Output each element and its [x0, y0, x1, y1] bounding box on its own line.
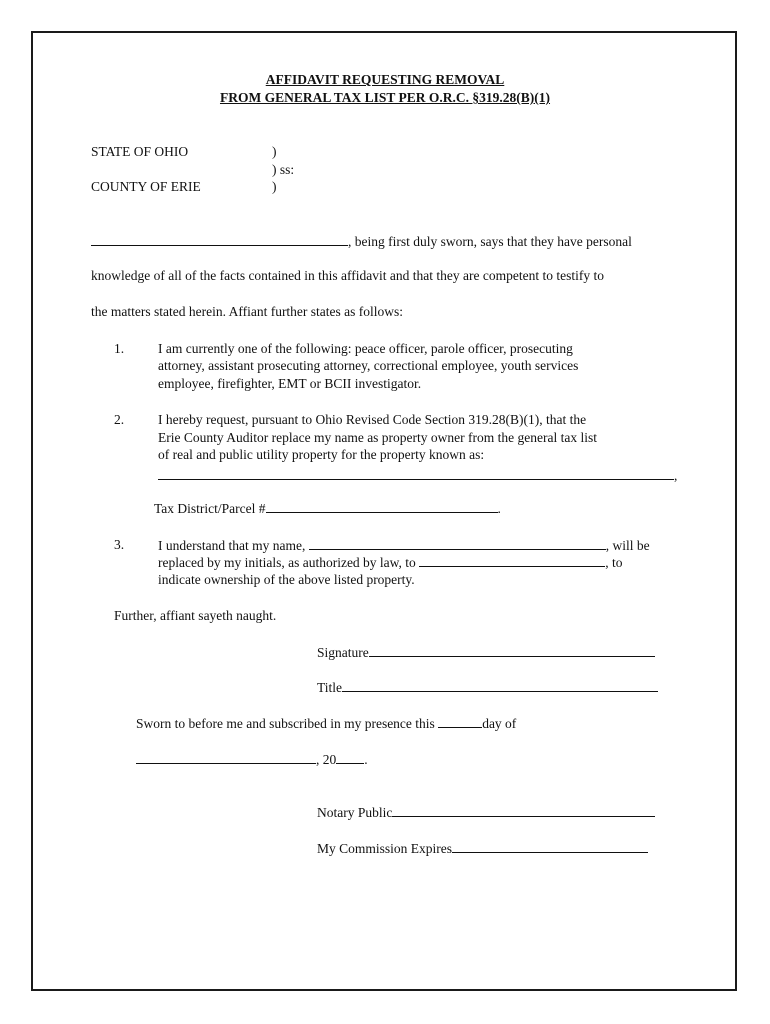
signature-field[interactable] [369, 643, 655, 657]
intro-line2: knowledge of all of the facts contained in this affidavit and that they are competent to testify to [91, 268, 604, 283]
venue-paren-bottom: ) [272, 179, 277, 194]
year-suffix: . [364, 752, 368, 767]
date-line [136, 750, 368, 769]
item-2-line2: Erie County Auditor replace my name as property owner from the general tax list [158, 430, 597, 445]
item-2-line3: of real and public utility property for the property known as: [158, 447, 485, 462]
item-1-line2: attorney, assistant prosecuting attorney, correctional employee, youth services [158, 358, 579, 373]
signature-line [317, 643, 655, 662]
notary-field[interactable] [392, 803, 655, 817]
item-3-line1-end: , will be [605, 538, 650, 553]
property-address-comma: , [674, 468, 678, 483]
parcel-number-field[interactable] [266, 499, 498, 513]
sworn-line [136, 714, 516, 733]
intro-line1-text: , being first duly sworn, says that they have personal [348, 234, 632, 249]
intro-line1 [91, 232, 632, 251]
item-1-line3: employee, firefighter, EMT or BCII investigator. [158, 376, 422, 391]
month-field[interactable] [136, 750, 316, 764]
notary-line [317, 803, 655, 822]
affiant-name-field-2[interactable] [309, 536, 606, 550]
item-3-line3: indicate ownership of the above listed property. [158, 572, 415, 587]
parcel-line [154, 499, 501, 518]
commission-label: My Commission Expires [317, 841, 453, 856]
title-label: Title [317, 680, 343, 695]
title-line [317, 678, 658, 697]
item-3-line2-start: replaced by my initials, as authorized by law, to [158, 555, 420, 570]
parcel-period: . [497, 501, 501, 516]
document-title-line2: FROM GENERAL TAX LIST PER O.R.C. §319.28(B)(1) [219, 90, 551, 105]
closing-statement: Further, affiant sayeth naught. [114, 608, 277, 623]
document-title-line1: AFFIDAVIT REQUESTING REMOVAL [265, 72, 505, 87]
item-3-line1-start: I understand that my name, [158, 538, 309, 553]
venue-ss: ) ss: [272, 162, 295, 177]
item-3-line2 [158, 553, 622, 572]
sworn-text: Sworn to before me and subscribed in my presence this [136, 716, 439, 731]
title-field[interactable] [342, 678, 658, 692]
year-field[interactable] [336, 750, 364, 764]
item-3-number: 3. [114, 537, 125, 552]
venue-paren-top: ) [272, 144, 277, 159]
notary-label: Notary Public [317, 805, 393, 820]
item-2-line1: I hereby request, pursuant to Ohio Revised Code Section 319.28(B)(1), that the [158, 412, 587, 427]
venue-state: STATE OF OHIO [91, 144, 189, 159]
initials-field[interactable] [419, 553, 605, 567]
signature-label: Signature [317, 645, 369, 660]
intro-line3: the matters stated herein. Affiant further states as follows: [91, 304, 404, 319]
sworn-day-of: day of [482, 716, 517, 731]
commission-line [317, 839, 648, 858]
parcel-label: Tax District/Parcel # [154, 501, 266, 516]
commission-field[interactable] [452, 839, 648, 853]
year-prefix: , 20 [316, 752, 337, 767]
item-1-line1: I am currently one of the following: peace officer, parole officer, prosecuting [158, 341, 573, 356]
day-field[interactable] [438, 714, 482, 728]
venue-county: COUNTY OF ERIE [91, 179, 201, 194]
item-2-number: 2. [114, 412, 125, 427]
affiant-name-field[interactable] [91, 232, 348, 246]
item-3-line2-end: , to [605, 555, 623, 570]
item-1-number: 1. [114, 341, 125, 356]
property-address-field[interactable] [158, 479, 674, 480]
